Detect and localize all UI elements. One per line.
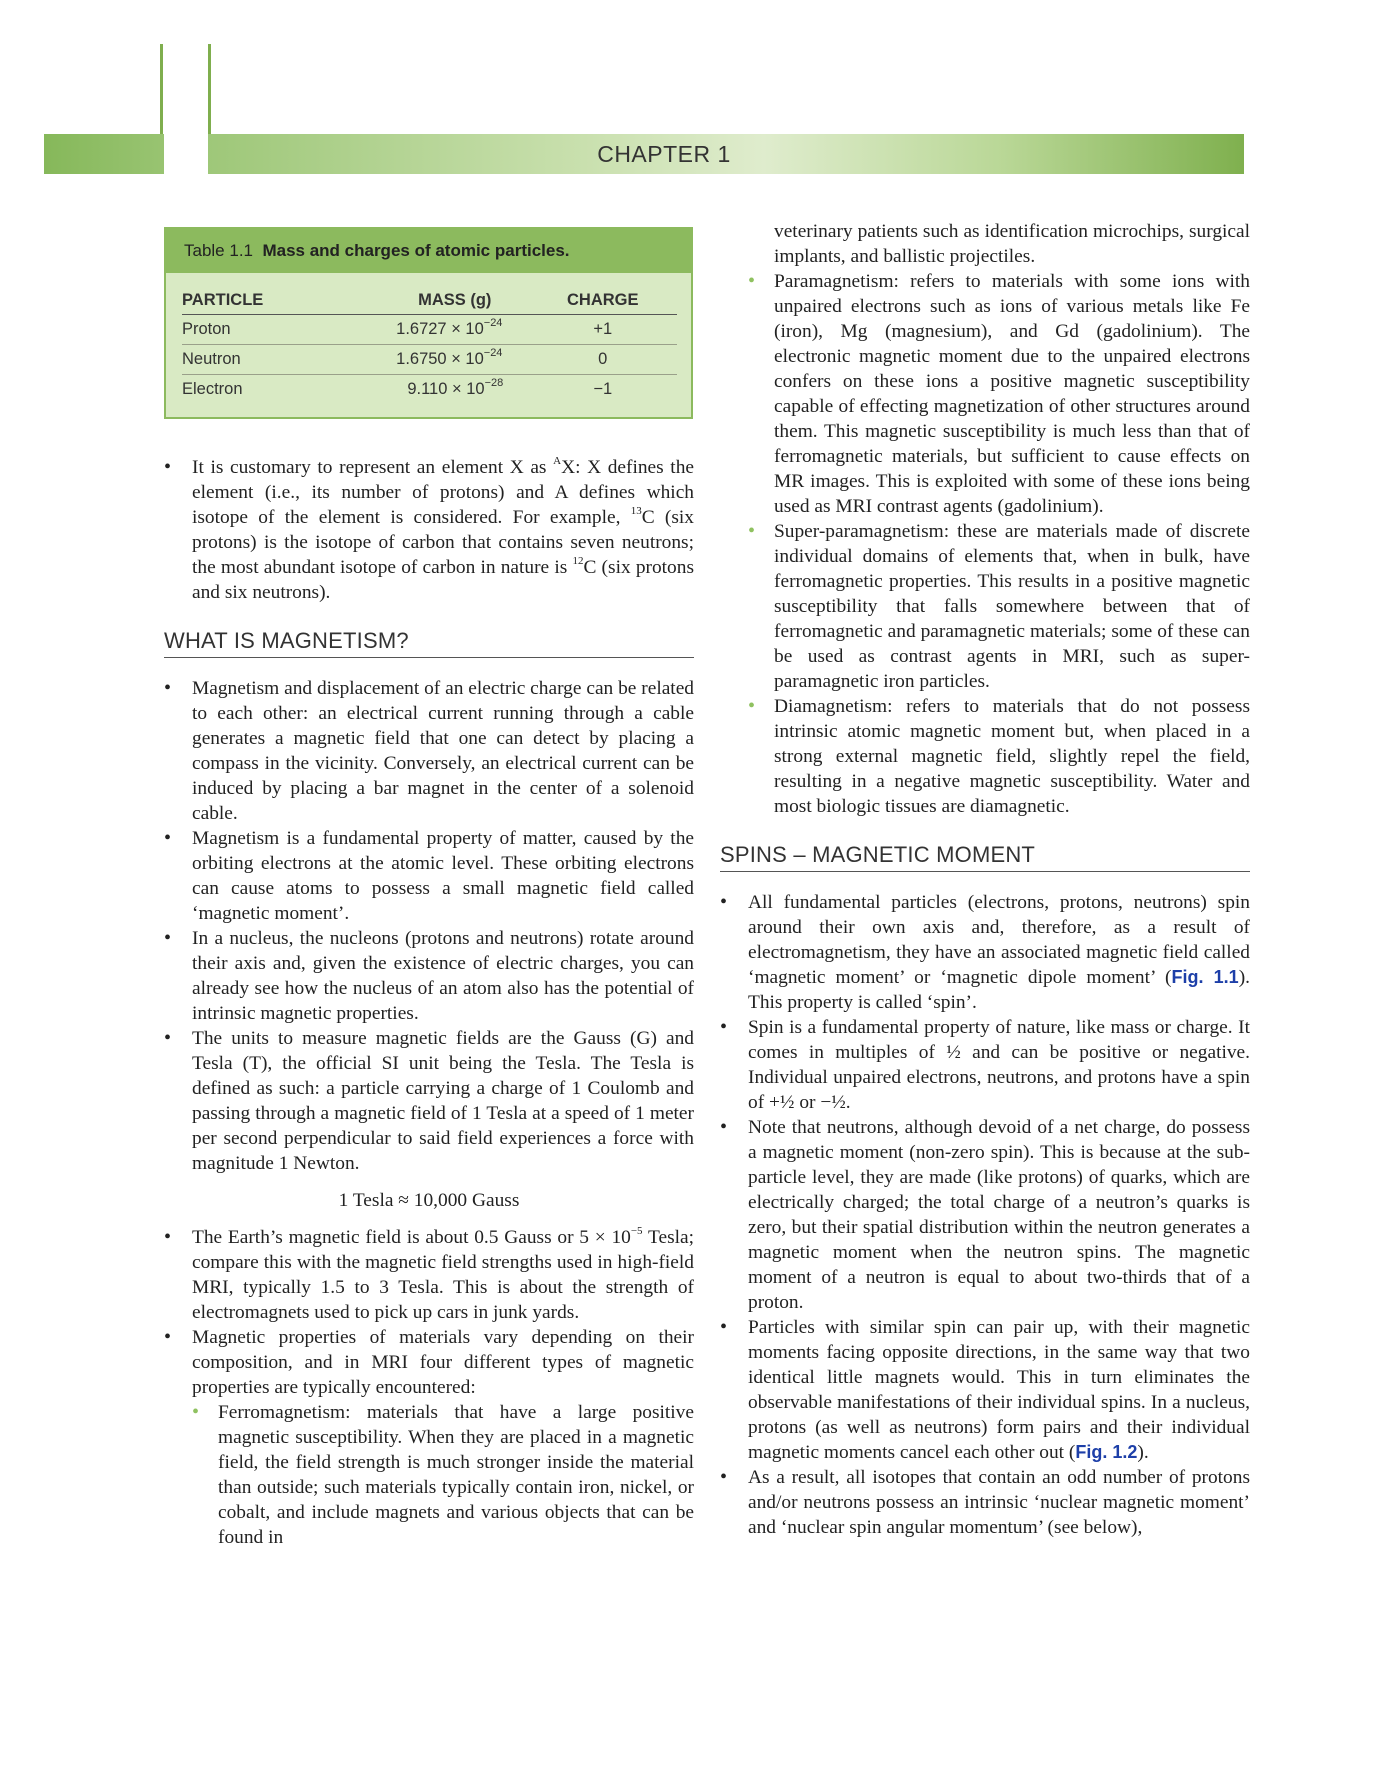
table-row bbox=[182, 345, 677, 375]
table-row bbox=[182, 375, 677, 405]
left-column bbox=[164, 455, 694, 1550]
ferro-continuation: veterinary patients such as identification microchips, surgical implants, and ballistic projectiles. bbox=[774, 221, 1250, 267]
cell-particle: Neutron bbox=[182, 345, 370, 375]
header-separator bbox=[164, 134, 208, 174]
fig-1-1-link[interactable]: Fig. 1.1 bbox=[1171, 967, 1239, 987]
magnetism-list bbox=[164, 676, 694, 1176]
list-item: • All fundamental particles (electrons, protons, neutrons) spin around their own axis and, therefore, as a result of electromagnetism, they have an associated magnetic field called ‘magnetic moment’ or ‘magnetic dipole moment’ (Fig. 1.1). This property is called ‘spin’. bbox=[720, 890, 1250, 1015]
cell-particle: Electron bbox=[182, 380, 243, 398]
section-heading-spins: SPINS – MAGNETIC MOMENT bbox=[720, 842, 1250, 872]
list-item: • As a result, all isotopes that contain an odd number of protons and/or neutrons possess an intrinsic ‘nuclear magnetic moment’ and ‘nuclear spin angular momentum’ (see below), bbox=[720, 1465, 1250, 1540]
list-item: • Magnetism is a fundamental property of matter, caused by the orbiting electrons at the atomic level. These orbiting electrons can cause atoms to possess a small magnetic field called ‘magnetic moment’. bbox=[164, 826, 694, 926]
list-item: • The Earth’s magnetic field is about 0.5 Gauss or $5 \times 10^{-5}$ Tesla; compare this with the magnetic field strengths used in high-field MRI, typically 1.5 to 3 Tesla. This is about the strength of electromagnets used to pick up cars in junk yards. bbox=[164, 1225, 694, 1325]
magnetism-list-cont bbox=[164, 1225, 694, 1550]
cell-charge: −1 bbox=[593, 380, 613, 398]
chapter-title: CHAPTER 1 bbox=[597, 141, 731, 167]
cell-charge: 0 bbox=[528, 345, 677, 375]
cell-particle: Proton bbox=[182, 315, 370, 345]
list-item-superparamagnetism: • Super-paramagnetism: these are materials made of discrete individual domains of elements that, when in bulk, have ferromagnetic properties. This results in a positive magnetic susceptibility that falls somewhere between that of ferromagnetic and paramagnetic materials; some of these can be used as contrast agents in MRI, such as super-paramagnetic iron particles. bbox=[748, 519, 1250, 694]
col-header-charge: CHARGE bbox=[528, 287, 677, 315]
list-item-ferromagnetism: • Ferromagnetism: materials that have a large positive magnetic susceptibility. When they are placed in a magnetic field, the field strength is much stronger inside the material than outside; such materials typically contain iron, nickel, or cobalt, and include magnets and various objects that can be found in bbox=[192, 1400, 694, 1550]
table-caption bbox=[166, 229, 691, 273]
right-column bbox=[720, 219, 1250, 1540]
cell-charge: +1 bbox=[528, 315, 677, 345]
material-types-list bbox=[192, 1400, 694, 1550]
list-item: • Note that neutrons, although devoid of a net charge, do possess a magnetic moment (non-zero spin). This is because at the sub-particle level, they are made (like protons) of quarks, which are electrically charged; the total charge of a neutron’s quarks is zero, but their spatial distribution within the neutron generates a magnetic moment when the neutron spins. The magnetic moment of a neutron is equal to about two-thirds that of a proton. bbox=[720, 1115, 1250, 1315]
list-item-paramagnetism: • Paramagnetism: refers to materials with some ions with unpaired electrons such as ions of various metals like Fe (iron), Mg (magnesium), and Gd (gadolinium). The electronic magnetic moment due to the unpaired electrons confers on these ions a positive magnetic susceptibility capable of effecting magnetization of other structures around them. This magnetic susceptibility is much less than that of ferromagnetic materials, but sufficient to cause effects on MR images. This is exploited with some of these ions being used as MRI contrast agents (gadolinium). bbox=[748, 269, 1250, 519]
list-item: • Particles with similar spin can pair up, with their magnetic moments facing opposite directions, in the same way that two identical little magnets would. This in turn eliminates the observable manifestations of their individual spins. In a nucleus, protons (as well as neutrons) form pairs and their individual magnetic moments cancel each other out (Fig. 1.2). bbox=[720, 1315, 1250, 1465]
table-1-1 bbox=[164, 227, 693, 419]
col-header-mass: MASS (g) bbox=[370, 287, 528, 315]
list-item: • Spin is a fundamental property of nature, like mass or charge. It comes in multiples of ½ and can be positive or negative. Individual unpaired electrons, neutrons, and protons have a spin of +½ or −½. bbox=[720, 1015, 1250, 1115]
table-header-row bbox=[182, 287, 677, 315]
table-row bbox=[182, 315, 677, 345]
table-title: Mass and charges of atomic particles. bbox=[262, 241, 570, 260]
fig-1-2-link[interactable]: Fig. 1.2 bbox=[1075, 1442, 1138, 1462]
cell-mass: $9.110 \times 10^{-28}$ bbox=[407, 376, 504, 398]
cell-mass: $1.6750 \times 10^{-24}$ bbox=[370, 345, 528, 375]
tesla-gauss-equation: 1 Tesla ≈ 10,000 Gauss bbox=[338, 1190, 520, 1211]
list-item-diamagnetism: • Diamagnetism: refers to materials that do not possess intrinsic atomic magnetic moment but, when placed in a strong external magnetic field, slightly repel the field, resulting in a negative magnetic susceptibility. Water and most biologic tissues are diamagnetic. bbox=[748, 694, 1250, 819]
material-types-list-cont bbox=[720, 269, 1250, 819]
col-header-particle: PARTICLE bbox=[182, 287, 370, 315]
list-item: • Magnetic properties of materials vary depending on their composition, and in MRI four different types of magnetic properties are typically encountered: • Ferromagnetism: materials that have a large positive magnetic susceptibility. When they are placed in a magnetic field, the field strength is much stronger inside the material than outside; such materials typically contain iron, nickel, or cobalt, and include magnets and various objects that can be found in bbox=[164, 1325, 694, 1550]
list-item: • Magnetism and displacement of an electric charge can be related to each other: an electrical current running through a cable generates a magnetic field that one can detect by placing a compass in the vicinity. Conversely, an electrical current can be induced by placing a bar magnet in the center of a solenoid cable. bbox=[164, 676, 694, 826]
list-item: • It is customary to represent an element X as $^A$X: X defines the element (i.e., its number of protons) and A defines which isotope of the element is considered. For example, $^{13}$C (six protons) is the isotope of carbon that contains seven neutrons; the most abundant isotope of carbon in nature is $^{12}$C (six protons and six neutrons). bbox=[164, 455, 694, 605]
running-header bbox=[44, 134, 1244, 174]
list-item: • The units to measure magnetic fields are the Gauss (G) and Tesla (T), the official SI unit being the Tesla. The Tesla is defined as such: a particle carrying a charge of 1 Coulomb and passing through a magnetic field of 1 Tesla at a speed of 1 meter per second perpendicular to said field experiences a force with magnitude 1 Newton. bbox=[164, 1026, 694, 1176]
isotope-list bbox=[164, 455, 694, 605]
spins-list bbox=[720, 890, 1250, 1540]
section-heading-magnetism: WHAT IS MAGNETISM? bbox=[164, 628, 694, 658]
cell-mass: $1.6727 \times 10^{-24}$ bbox=[370, 315, 528, 345]
particle-table bbox=[182, 287, 677, 404]
table-label: Table 1.1 bbox=[184, 241, 253, 260]
list-item: • In a nucleus, the nucleons (protons and neutrons) rotate around their axis and, given the existence of electric charges, you can already see how the nucleus of an atom also has the potential of intrinsic magnetic properties. bbox=[164, 926, 694, 1026]
